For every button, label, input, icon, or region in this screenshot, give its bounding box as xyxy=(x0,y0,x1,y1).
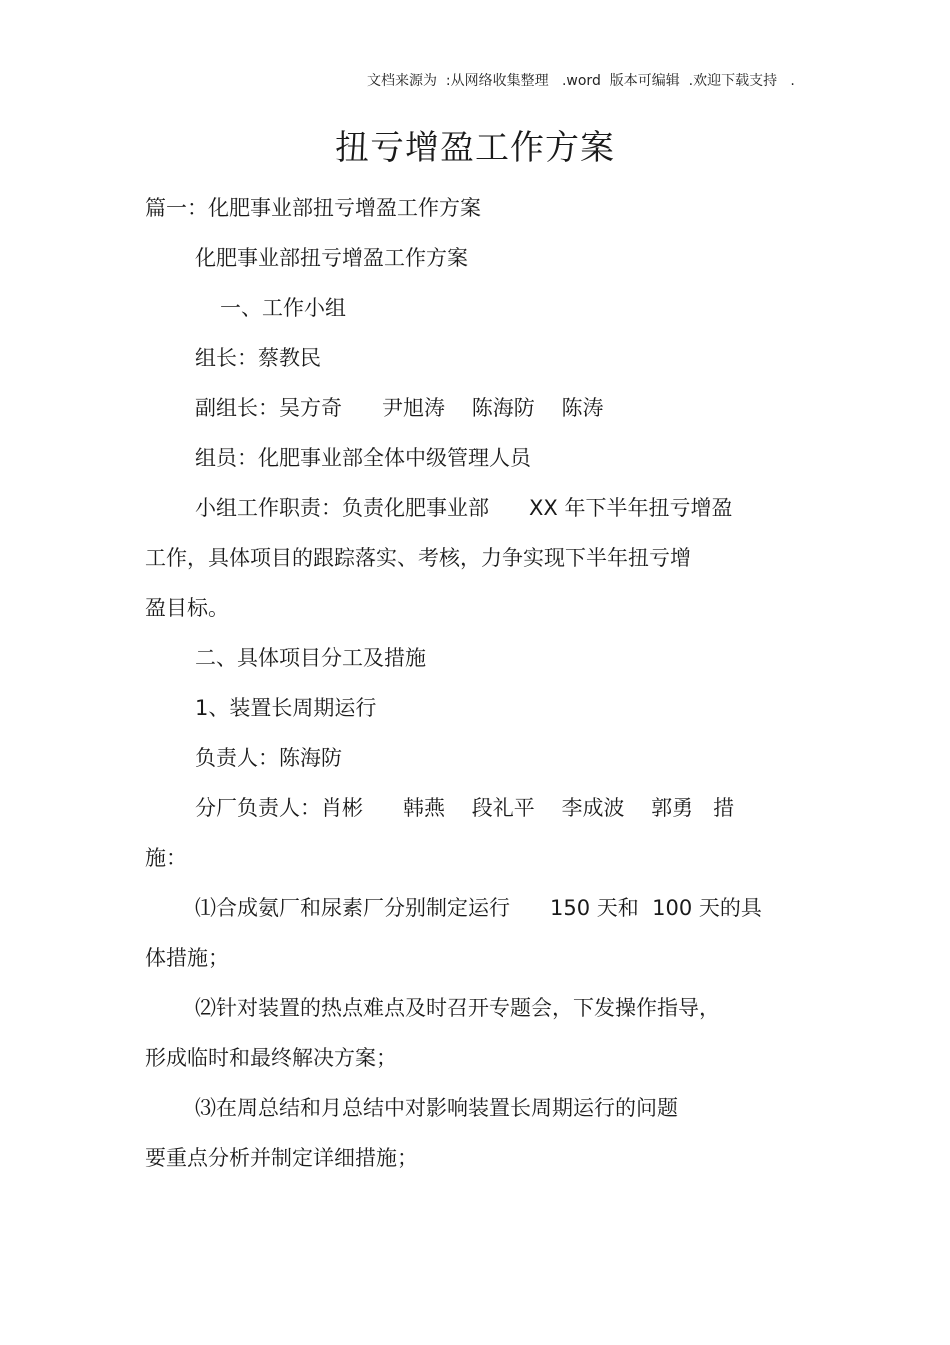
document-source-header: 文档来源为 :从网络收集整理 .word 版本可编辑 .欢迎下载支持 . xyxy=(367,73,795,89)
item-one-heading: 1、装置长周期运行 xyxy=(195,696,377,720)
measure-1-line-2: 体措施； xyxy=(145,946,229,970)
document-title: 扭亏增盈工作方案 xyxy=(335,128,615,168)
duties-line-2: 工作，具体项目的跟踪落实、考核，力争实现下半年扭亏增 xyxy=(145,546,691,570)
duties-line-3: 盈目标。 xyxy=(145,596,229,620)
measure-2-line-1: ⑵针对装置的热点难点及时召开专题会，下发操作指导， xyxy=(195,996,720,1020)
measure-2-line-2: 形成临时和最终解决方案； xyxy=(145,1046,397,1070)
subtitle-line: 化肥事业部扭亏增盈工作方案 xyxy=(195,246,468,270)
group-leader-line: 组长：蔡教民 xyxy=(195,346,321,370)
measures-label-line: 施： xyxy=(145,846,187,870)
measure-3-line-2: 要重点分析并制定详细措施； xyxy=(145,1146,418,1170)
section-one-heading: 一、工作小组 xyxy=(220,296,346,320)
responsible-person-line: 负责人：陈海防 xyxy=(195,746,342,770)
group-members-line: 组员：化肥事业部全体中级管理人员 xyxy=(195,446,531,470)
measure-3-line-1: ⑶在周总结和月总结中对影响装置长周期运行的问题 xyxy=(195,1096,678,1120)
duties-line-1: 小组工作职责：负责化肥事业部 XX 年下半年扭亏增盈 xyxy=(195,496,733,520)
branch-responsible-line: 分厂负责人：肖彬 韩燕 段礼平 李成波 郭勇 措 xyxy=(195,796,735,820)
section-two-heading: 二、具体项目分工及措施 xyxy=(195,646,426,670)
measure-1-line-1: ⑴合成氨厂和尿素厂分别制定运行 150 天和 100 天的具 xyxy=(195,896,762,920)
section-heading: 篇一：化肥事业部扭亏增盈工作方案 xyxy=(145,196,481,220)
deputy-leaders-line: 副组长：吴方奇 尹旭涛 陈海防 陈涛 xyxy=(195,396,604,420)
